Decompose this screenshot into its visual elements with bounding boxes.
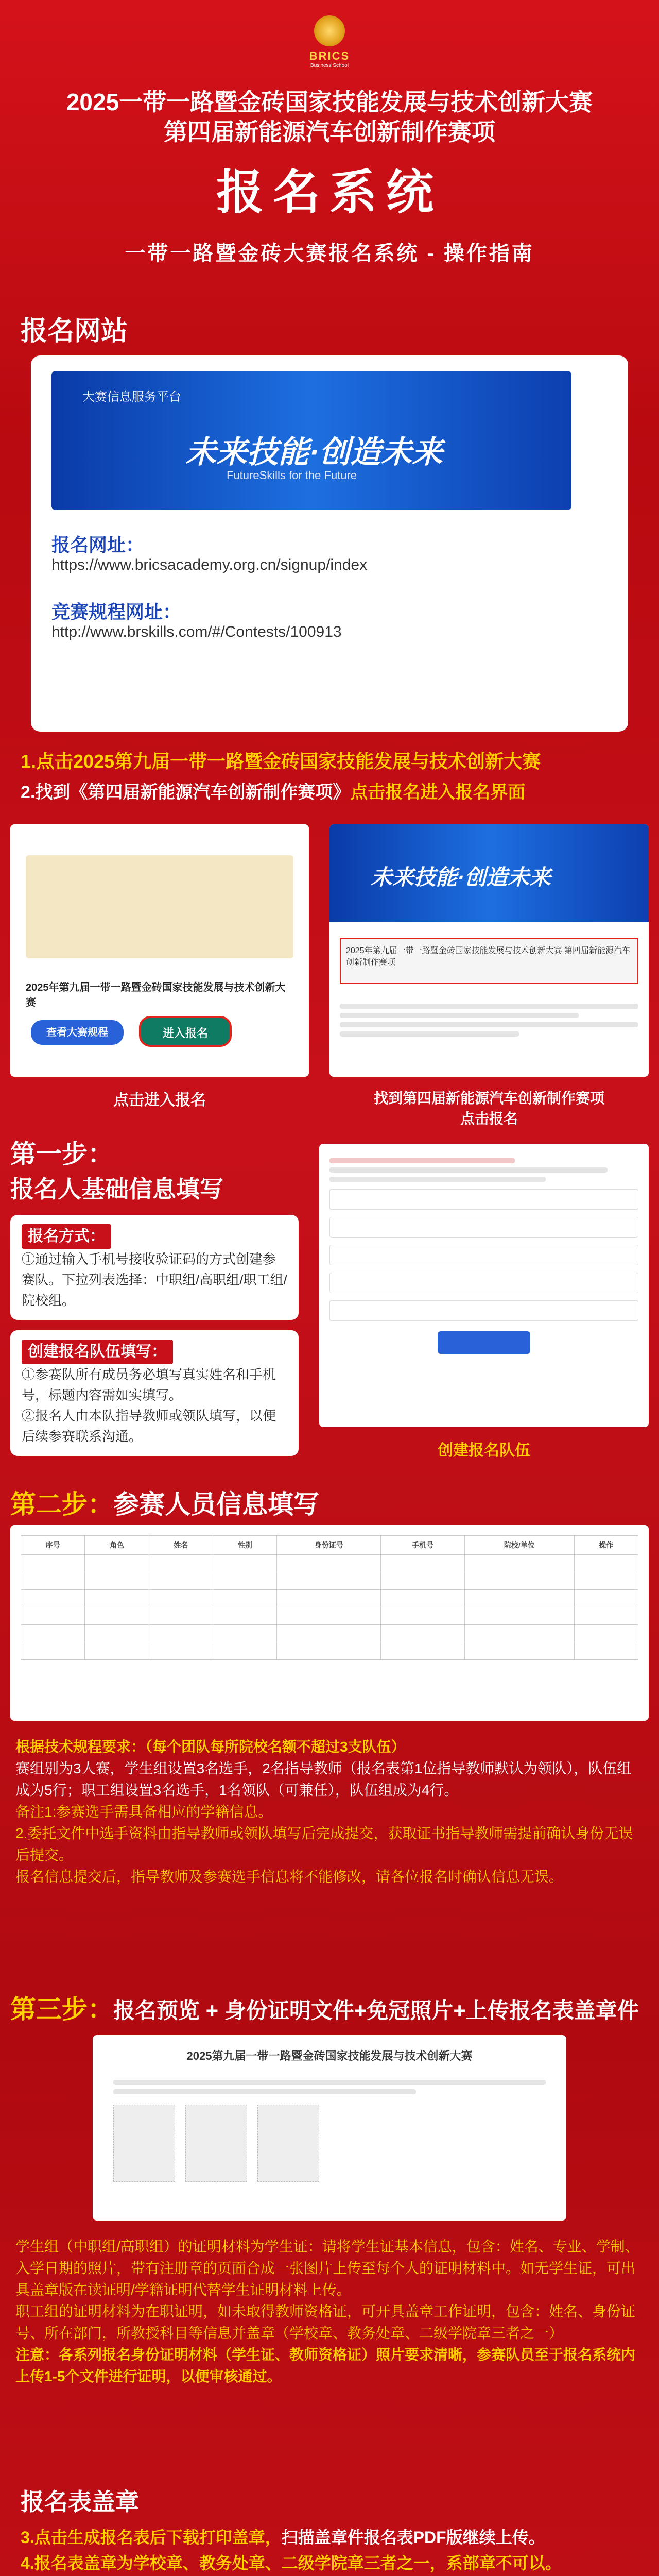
logo-sub: Business School: [310, 63, 349, 69]
signup-url[interactable]: https://www.bricsacademy.org.cn/signup/index: [51, 556, 368, 573]
form-input-name[interactable]: [330, 1217, 638, 1238]
track-placeholder-lines: [340, 999, 638, 1041]
enter-signup-button[interactable]: 进入报名: [139, 1016, 232, 1047]
step1-team-box: [10, 1330, 299, 1456]
stamp-line2-a: 4.报名表盖章为学校章、教务处章、二级学院章三者之一，: [21, 2554, 446, 2572]
table-row: [21, 1572, 638, 1590]
track-banner-slogan: 未来技能·创造未来: [371, 865, 551, 889]
step2-notes-title: 根据技术规程要求：（每个团队每所院校名额不超过3支队伍）: [15, 1739, 406, 1755]
logo-emblem-icon: [314, 15, 345, 46]
table-row: [21, 1642, 638, 1660]
members-table: [21, 1535, 638, 1660]
photo-upload[interactable]: [113, 2105, 175, 2182]
banner-sub: FutureSkills for the Future: [227, 469, 357, 482]
step2-title: 参赛人员信息填写: [113, 1490, 319, 1519]
left-shot-title: 2025年第九届一带一路暨金砖国家技能发展与技术创新大赛: [26, 982, 286, 1008]
create-team-button[interactable]: [438, 1331, 530, 1354]
stamp-line1-b: 扫描盖章件报名表PDF版继续上传。: [281, 2528, 545, 2547]
section-title-site: 报名网站: [21, 316, 128, 346]
header-line2: 第四届新能源汽车创新制作赛项: [164, 118, 495, 145]
contest-url[interactable]: http://www.brskills.com/#/Contests/100913: [51, 623, 342, 640]
step1-heading: 第一步：: [10, 1140, 113, 1168]
screenshot-members: [10, 1525, 649, 1721]
id-upload[interactable]: [185, 2105, 247, 2182]
stamp-line1: [21, 2524, 649, 2548]
screenshot-contest-list: [10, 824, 309, 1077]
screenshot-track-list: [330, 824, 649, 1077]
form-upload[interactable]: [257, 2105, 319, 2182]
step2-heading: 第二步：: [10, 1490, 113, 1519]
site-card: [31, 355, 628, 732]
track-item-text: 2025年第九届一带一路暨金砖国家技能发展与技术创新大赛 第四届新能源汽车创新制作赛项: [346, 946, 631, 967]
step2-notes: [15, 1736, 644, 1888]
contest-poster: [26, 855, 293, 958]
col-header: 操作: [574, 1536, 638, 1555]
table-row: [21, 1625, 638, 1642]
form-input-school[interactable]: [330, 1300, 638, 1321]
form-input-phone[interactable]: [330, 1245, 638, 1265]
preview-title: 2025第九届一带一路暨金砖国家技能发展与技术创新大赛: [186, 2049, 473, 2062]
step2-notes-1: 赛组别为3人赛，学生组设置3名选手，2名指导教师（报名表第1位指导教师默认为领队），队伍组成为5行；职工组设置3名选手，1名领队（可兼任），队伍组成为4行。: [15, 1760, 632, 1798]
screenshot-preview: [93, 2035, 566, 2221]
col-header: 姓名: [149, 1536, 213, 1555]
step3-p1: 学生组（中职组/高职组）的证明材料为学生证：请将学生证基本信息，包含：姓名、专业、学制、入学日期的照片，带有注册章的页面合成一张图片上传至每个人的证明材料中。如无学生证，可出具盖章版在读证明/学籍证明代替学生证明材料上传。: [15, 2239, 639, 2298]
banner-platform-name: 大赛信息服务平台: [82, 390, 181, 404]
header-line1: 2025一带一路暨金砖国家技能发展与技术创新大赛: [66, 89, 593, 115]
step2-notes-2: 备注1:参赛选手需具备相应的学籍信息。: [15, 1804, 273, 1820]
step1-method-text: ①通过输入手机号接收验证码的方式创建参赛队。下拉列表选择：中职组/高职组/职工组/院校组。: [22, 1251, 287, 1308]
caption-enter-signup: 点击进入报名: [113, 1092, 206, 1109]
step3-title: 报名预览 + 身份证明文件+免冠照片+上传报名表盖章件: [113, 1998, 639, 2023]
members-table-header: [21, 1536, 638, 1555]
table-row: [21, 1607, 638, 1625]
col-header: 角色: [85, 1536, 149, 1555]
screenshot-create-team: [319, 1144, 649, 1427]
page-title: 报名系统: [216, 166, 443, 219]
step3-notes: [15, 2236, 644, 2387]
col-header: 院校/单位: [465, 1536, 574, 1555]
form-select[interactable]: [330, 1189, 638, 1210]
step3-p2: 职工组的证明材料为在职证明，如未取得教师资格证，可开具盖章工作证明，包含：姓名、身份证号、所在部门，所教授科目等信息并盖章（学校章、教务处章、二级学院章三者之一）: [15, 2303, 636, 2341]
step3-heading: 第三步：: [10, 1995, 113, 2024]
contest-url-label: 竞赛规程网址：: [51, 601, 182, 622]
logo-text: BRICS: [309, 49, 350, 62]
step3-header: [10, 1989, 639, 2026]
step1-method-box: [10, 1215, 299, 1320]
step1-panel: [10, 1133, 299, 1456]
site-step2: [21, 778, 638, 803]
track-item[interactable]: [340, 938, 638, 984]
brics-logo: [309, 15, 350, 77]
view-rules-button[interactable]: 查看大赛规程: [31, 1020, 124, 1045]
guide-subtitle: 一带一路暨金砖大赛报名系统 - 操作指南: [125, 242, 534, 265]
signup-url-label: 报名网址：: [51, 534, 145, 555]
site-step1: 1.点击2025第九届一带一路暨金砖国家技能发展与技术创新大赛: [21, 751, 541, 772]
step1-team-label: 创建报名队伍填写：: [22, 1340, 173, 1364]
site-step2-b: 点击报名进入报名界面: [350, 783, 526, 802]
step3-p3: 注意：各系列报名身份证明材料（学生证、教师资格证）照片要求清晰，参赛队员至于报名系统内上传1-5个文件进行证明，以便审核通过。: [15, 2347, 636, 2384]
step1-team-text-b: ②报名人由本队指导教师或领队填写，以便后续参赛联系沟通。: [22, 1408, 276, 1444]
form-input-code[interactable]: [330, 1273, 638, 1293]
table-row: [21, 1555, 638, 1572]
step2-header: [10, 1484, 319, 1521]
step1-team-text-a: ①参赛队所有成员务必填写真实姓名和手机号，标题内容需如实填写。: [22, 1367, 276, 1403]
platform-banner: [51, 371, 571, 510]
col-header: 序号: [21, 1536, 85, 1555]
stamp-line2-b: 系部章不可以。: [446, 2554, 562, 2572]
step2-notes-3: 2.委托文件中选手资料由指导教师或领队填写后完成提交，获取证书指导教师需提前确认身份无误后提交。: [15, 1825, 633, 1863]
stamp-line1-a: 3.点击生成报名表后下载打印盖章，: [21, 2528, 282, 2547]
step1-method-label: 报名方式：: [22, 1224, 111, 1249]
col-header: 手机号: [381, 1536, 465, 1555]
step1-title: 报名人基础信息填写: [10, 1176, 223, 1202]
table-row: [21, 1590, 638, 1607]
site-step2-a: 2.找到《第四届新能源汽车创新制作赛项》: [21, 783, 351, 802]
track-banner: [330, 824, 649, 922]
caption-create-team: 创建报名队伍: [438, 1442, 530, 1459]
step2-notes-4: 报名信息提交后，指导教师及参赛选手信息将不能修改，请各位报名时确认信息无误。: [15, 1869, 564, 1885]
caption-find-track: 找到第四届新能源汽车创新制作赛项 点击报名: [373, 1090, 604, 1127]
stamp-line2: [21, 2550, 649, 2574]
col-header: 身份证号: [277, 1536, 381, 1555]
col-header: 性别: [213, 1536, 277, 1555]
banner-slogan: 未来技能·创造未来: [185, 435, 443, 469]
stamp-title: 报名表盖章: [21, 2488, 139, 2515]
